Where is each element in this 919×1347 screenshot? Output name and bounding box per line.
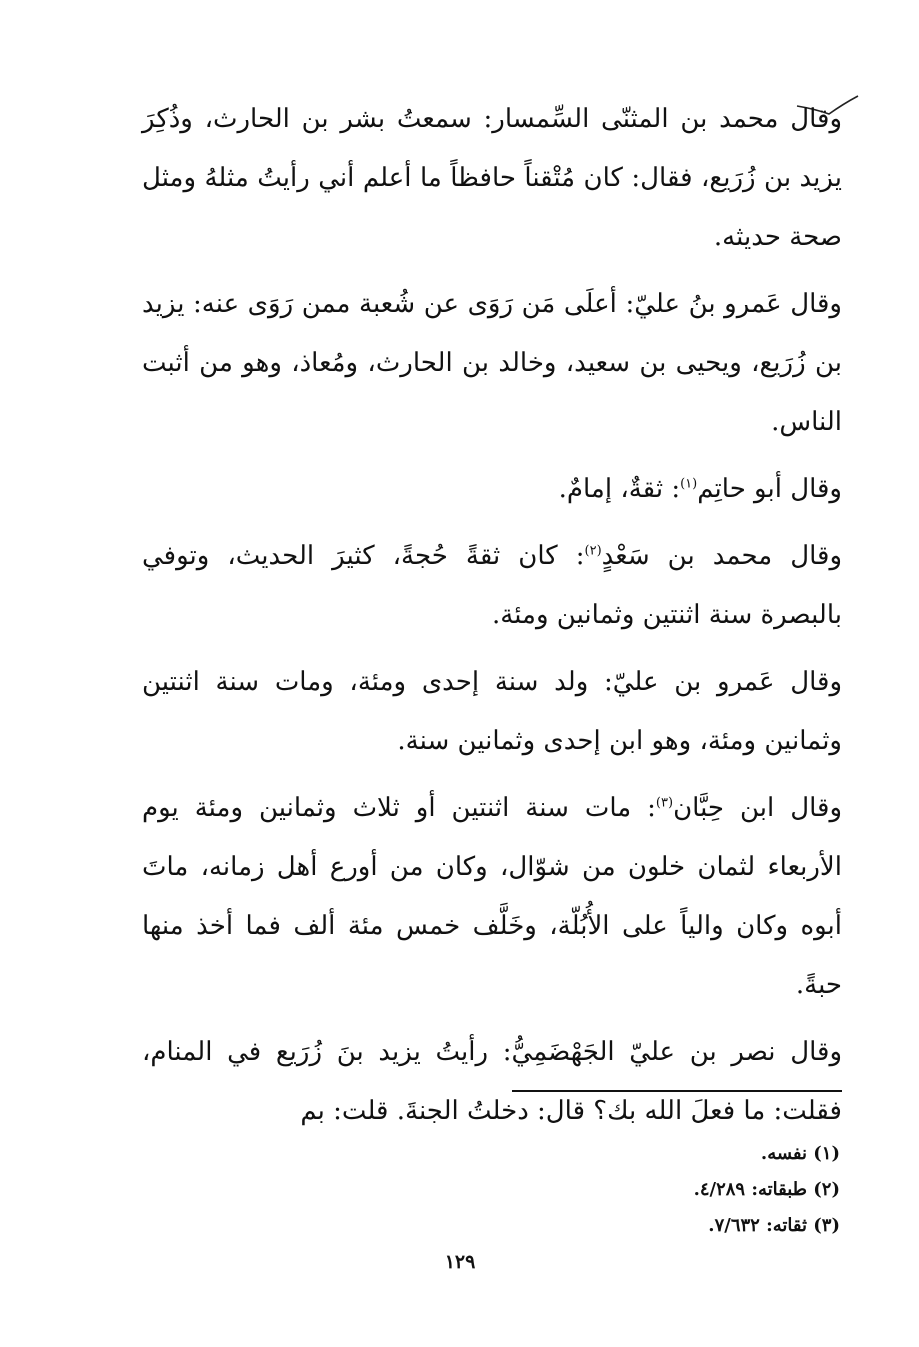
footnote-2: (٢) طبقاته: ٤/٢٨٩. [693,1179,840,1200]
footnote-ref-3: (٣) [655,795,674,811]
paragraph-6-rest: : مات سنة اثنتين أو ثلاث وثمانين ومئة يوم الأربعاء لثمان خلون من شوّال، وكان من أورع أهل زمانه، ماتَ أبوه وكان والياً على الأُبُلّة، وخَلَّف خمس مئة ألف فما أخذ منها حبةً. [142,793,842,1000]
paragraph-2: وقال عَمرو بنُ عليّ: أعلَى مَن رَوَى عن شُعبة ممن رَوَى عنه: يزيد بن زُرَيع، ويحيى بن سعيد، وخالد بن الحارث، ومُعاذ، وهو من أثبت الناس. [142,289,842,437]
main-text [142,90,842,1149]
footnote-separator [512,1090,842,1092]
paragraph-3-lead: وقال أبو حاتِم [697,474,842,504]
footnote-ref-2: (٢) [584,543,602,559]
paragraph-6 [142,779,842,1015]
paragraph-3 [142,460,842,519]
page-number: ١٢٩ [444,1251,476,1273]
footnote-1: (١) نفسه. [760,1143,840,1164]
paragraph-1: وقال محمد بن المثنّى السِّمسار: سمعتُ بشر بن الحارث، وذُكِرَ يزيد بن زُرَيع، فقال: كان مُتْقناً حافظاً ما أعلم أني رأيتُ مثلهُ ومثل صحة حديثه. [142,104,842,252]
paragraph-6-lead: وقال ابن حِبَّان [673,793,842,823]
paragraph-5: وقال عَمرو بن عليّ: ولد سنة إحدى ومئة، ومات سنة اثنتين وثمانين ومئة، وهو ابن إحدى وثمانين سنة. [142,667,842,756]
paragraph-4-lead: وقال محمد بن سَعْدٍ [601,541,843,571]
paragraph-4 [142,527,842,645]
paragraph-7: وقال نصر بن عليّ الجَهْضَمِيُّ: رأيتُ يزيد بنَ زُرَيع في المنام، فقلت: ما فعلَ الله بك؟ قال: دخلتُ الجنةَ. قلت: بم [142,1037,842,1126]
footnotes [480,1136,840,1244]
footnote-ref-1: (١) [680,476,698,492]
paragraph-4-rest: : كان ثقةً حُجةً، كثيرَ الحديث، وتوفي بالبصرة سنة اثنتين وثمانين ومئة. [142,541,842,630]
paragraph-3-rest: : ثقةٌ، إمامٌ. [558,474,681,504]
footnote-3: (٣) ثقاته: ٧/٦٣٢. [708,1215,840,1236]
